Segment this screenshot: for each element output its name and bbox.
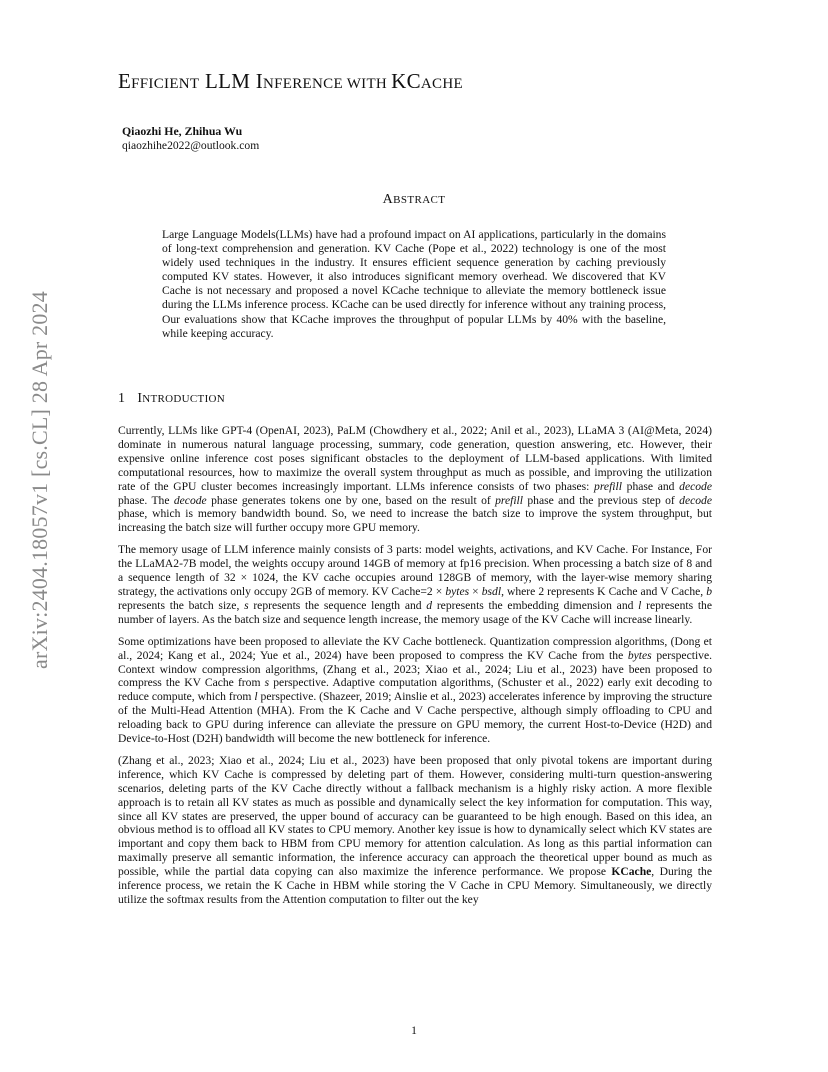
author-email: qiaozhihe2022@outlook.com xyxy=(122,139,260,152)
paper-title: EFFICIENT LLM INFERENCE WITH KCACHE xyxy=(118,69,463,93)
section-heading-introduction: 1 INTRODUCTION xyxy=(118,391,226,406)
abstract-heading: ABSTRACT xyxy=(382,192,446,207)
paragraph-3: Some optimizations have been proposed to alleviate the KV Cache bottleneck. Quantization compression algorithms, (Dong et al., 2024; Kang et al., 2024; Yue et al., 2024) have been proposed to compress the KV Cache from the bytes perspective. Context window compression algorithms, (Zhang et al., 2023; Xiao et al., 2024; Liu et al., 2023) have been proposed to compress the KV Cache from s perspective. Adaptive computation algorithms, (Schuster et al., 2022) early exit decoding to reduce compute, which from l perspective. (Shazeer, 2019; Ainslie et al., 2023) accelerates inference by improving the structure of the Multi-Head Attention (MHA). From the K Cache and V Cache perspective, although simply offloading to CPU and reloading back to GPU during inference can alleviate the pressure on GPU memory, the current Host-to-Device (H2D) and Device-to-Host (D2H) bandwidth will become the new bottleneck for inference. xyxy=(118,634,713,746)
paragraph-2: The memory usage of LLM inference mainly consists of 3 parts: model weights, activations, and KV Cache. For Instance, For the LLaMA2-7B model, the weights occupy around 14GB of memory at fp16 precision. When processing a batch size of 8 and a sequence length of 32 × 1024, the KV cache occupies around 128GB of memory, with the layer-wise memory sharing strategy, the activations only occupy 2GB of memory. KV Cache=2 × bytes × bsdl, where 2 represents K Cache and V Cache, b represents the batch size, s represents the sequence length and d represents the embedding dimension and l represents the number of layers. As the batch size and sequence length increase, the memory usage of the KV Cache will increase linearly. xyxy=(118,543,712,626)
author-names: Qiaozhi He, Zhihua Wu xyxy=(122,124,243,138)
paragraph-4: (Zhang et al., 2023; Xiao et al., 2024; Liu et al., 2023) have been proposed that only pivotal tokens are important during inference, which KV Cache is compressed by deleting part of them. However, considering multi-turn question-answering scenarios, deleting parts of the KV Cache directly without a fallback mechanism is a highly risky action. A more flexible approach is to retain all KV states as much as possible and dynamically select the key information for computation. This way, since all KV states are preserved, the upper bound of accuracy can be guaranteed to be high enough. Based on this idea, an obvious method is to offload all KV states to CPU memory. Another key issue is how to dynamically select which KV states are important and copy them back to HBM from CPU memory for attention calculation. As long as this partial information can maximally preserve all semantic information, the inference accuracy can approach the theoretical upper bound as much as possible, while the partial data copying can also maximize the inference performance. We propose KCache, During the inference process, we retain the K Cache in HBM while storing the V Cache in CPU Memory. Simultaneously, we directly utilize the softmax results from the Attention computation to filter out the key xyxy=(118,753,712,906)
arxiv-sidebar-stamp: arXiv:2404.18057v1 [cs.CL] 28 Apr 2024 xyxy=(27,291,52,669)
paragraph-1: Currently, LLMs like GPT-4 (OpenAI, 2023), PaLM (Chowdhery et al., 2022; Anil et al., 2023), LLaMA 3 (AI@Meta, 2024) dominate in numerous natural language processing, summary, code generation, question answering, etc. However, their expensive online inference cost poses significant obstacles to the deployment of LLM-based applications. With limited computational resources, how to maximize the overall system throughput as much as possible, and improving the utilization rate of the GPU cluster becomes increasingly important. LLMs inference consists of two phases: prefill phase and decode phase. The decode phase generates tokens one by one, based on the result of prefill phase and the previous step of decode phase, which is memory bandwidth bound. So, we need to increase the batch size to improve the system throughput, but increasing the batch size will further occupy more GPU memory. xyxy=(118,424,712,535)
body-text xyxy=(118,424,712,915)
page-number: 1 xyxy=(411,1024,417,1037)
abstract-text: Large Language Models(LLMs) have had a profound impact on AI applications, particularly in the domains of long-text comprehension and generation. KV Cache (Pope et al., 2022) technology is one of the most widely used techniques in the industry. It ensures efficient sequence generation by caching previously computed KV states. However, it also introduces significant memory overhead. We discovered that KV Cache is not necessary and proposed a novel KCache technique to alleviate the memory bottleneck issue during the LLMs inference process. KCache can be used directly for inference without any training process, Our evaluations show that KCache improves the throughput of popular LLMs by 40% with the baseline, while keeping accuracy. xyxy=(162,228,666,340)
